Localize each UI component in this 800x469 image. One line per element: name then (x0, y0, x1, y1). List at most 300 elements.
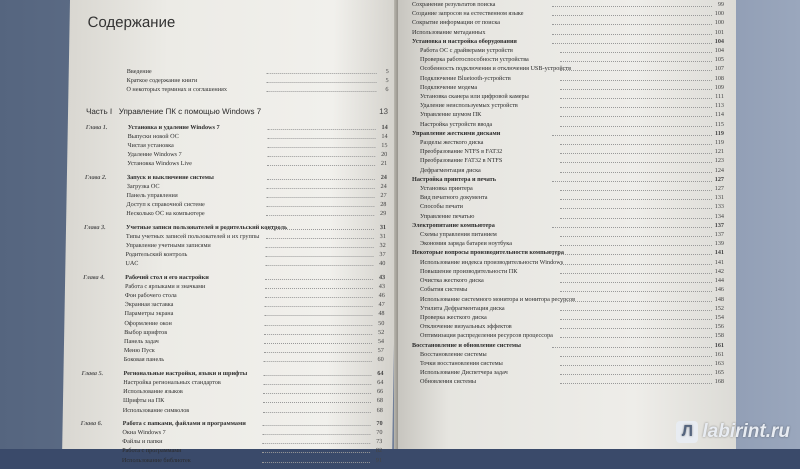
toc-dots (560, 92, 712, 99)
toc-entry-text: Запуск и выключение системы (126, 173, 214, 181)
toc-dots (265, 300, 373, 307)
toc-page-number: 109 (714, 83, 724, 91)
toc-dots (560, 120, 712, 127)
toc-line (412, 202, 728, 211)
toc-line (412, 37, 728, 46)
toc-entry-text: Родительский контроль (125, 251, 188, 259)
toc-page-number: 113 (714, 102, 724, 110)
toc-line (412, 267, 728, 276)
toc-dots (560, 258, 712, 265)
toc-line (412, 258, 728, 267)
toc-line (83, 300, 389, 309)
toc-page-number: 40 (379, 260, 386, 268)
toc-entry-text: Восстановление системы (420, 350, 487, 358)
toc-dots (263, 369, 371, 376)
toc-line (82, 328, 388, 337)
toc-dots (552, 37, 712, 44)
toc-entry-text: Выбор шрифтов (124, 328, 168, 336)
toc-page-number: 50 (378, 319, 385, 327)
toc-dots (560, 350, 712, 357)
toc-line (81, 378, 387, 387)
toc-dots (552, 341, 712, 348)
left-page (62, 0, 400, 464)
toc-entry-text: Преобразование FAT32 в NTFS (420, 157, 503, 165)
toc-line (412, 28, 728, 37)
toc-page-number: 101 (714, 28, 724, 36)
chapter-label: Глава 2. (84, 173, 107, 181)
toc-entry-text: Типы учетных записей пользователей и их группы (125, 232, 260, 240)
toc-page-number: 141 (714, 258, 724, 266)
toc-page-number: 144 (714, 277, 724, 285)
toc-dots (263, 419, 371, 426)
toc-page-number: 99 (717, 1, 724, 8)
toc-dots (262, 446, 370, 453)
toc-line (412, 276, 728, 285)
toc-entry-text: Настройка региональных стандартов (123, 378, 221, 386)
toc-line (412, 120, 728, 129)
toc-entry-text: Использование библиотек (121, 456, 191, 464)
toc-line (84, 232, 390, 241)
part-label: Часть I (85, 106, 113, 116)
toc-dots (267, 76, 377, 83)
toc-line (412, 248, 728, 257)
toc-page-number: 6 (385, 86, 389, 94)
toc-dots (560, 184, 712, 191)
toc-page-number: 146 (714, 286, 724, 294)
toc-dots (560, 46, 712, 53)
toc-dots (266, 223, 374, 230)
toc-dots (552, 0, 712, 7)
toc-page-number: 21 (380, 160, 388, 168)
toc-line (412, 331, 728, 340)
toc-page-number: 124 (714, 166, 724, 174)
toc-page-number: 70 (376, 428, 383, 436)
toc-page-number: 82 (375, 447, 383, 455)
toc-line (85, 141, 391, 150)
toc-entry-text: Особенность подключения и отключения USB-устройств (420, 65, 572, 73)
toc-line (412, 74, 728, 83)
toc-dots (560, 295, 712, 302)
toc-dots (266, 241, 374, 248)
toc-page-number: 165 (714, 369, 724, 377)
toc-page-number: 31 (379, 223, 387, 231)
toc-dots (560, 166, 712, 173)
part-page: 13 (379, 106, 389, 116)
toc-page-number: 137 (714, 221, 724, 229)
toc-entry-text: Рабочий стол и его настройки (125, 273, 209, 281)
part-heading (86, 105, 392, 119)
toc-entry-text: Экранная заставка (124, 301, 174, 309)
toc-page-number: 119 (714, 139, 724, 147)
toc-entry-text: Несколько ОС на компьютере (126, 210, 205, 218)
toc-dots (267, 173, 375, 180)
toc-page-number: 137 (714, 231, 724, 239)
toc-line (412, 304, 728, 313)
toc-entry-text: События системы (420, 286, 468, 294)
toc-page-number: 134 (714, 212, 724, 220)
right-page (398, 0, 736, 449)
toc-page-number: 54 (377, 338, 385, 346)
toc-line (80, 456, 386, 465)
toc-entry-text: Проверка работоспособности устройства (420, 56, 529, 64)
toc-line (85, 159, 391, 168)
toc-line (83, 259, 389, 268)
toc-page-number: 127 (714, 175, 724, 183)
toc-page-number: 24 (380, 173, 387, 181)
toc-line (412, 0, 728, 9)
toc-entry-text: Преобразование NTFS в FAT32 (420, 148, 503, 156)
toc-dots (560, 138, 712, 145)
toc-dots (560, 322, 712, 329)
toc-line (412, 166, 728, 175)
toc-page-number: 156 (714, 323, 724, 331)
toc-entry-text: Обновления системы (420, 378, 477, 386)
toc-entry-text: Управление шумом ПК (420, 111, 482, 119)
watermark-text: labirint.ru (702, 421, 790, 442)
toc-entry-text: Краткое содержание книги (126, 77, 198, 85)
toc-entry-text: Управление жесткими дисками (412, 129, 501, 137)
toc-page-number: 48 (378, 310, 385, 318)
toc-dots (552, 129, 712, 136)
toc-entry-text: Использование языков (123, 388, 183, 396)
toc-entry-text: Удаление неиспользуемых устройств (420, 102, 518, 110)
toc-line (412, 83, 728, 92)
toc-entry-text: Оформление окон (124, 319, 172, 327)
toc-entry-text: Чистая установка (127, 142, 174, 150)
toc-line (412, 212, 728, 221)
toc-entry-text: Окна Windows 7 (122, 428, 166, 436)
toc-entry-text: Использование Диспетчера задач (420, 369, 508, 377)
toc-line (83, 273, 389, 282)
toc-dots (267, 150, 375, 157)
toc-heading: Содержание (87, 14, 176, 31)
toc-page-number: 141 (714, 249, 724, 257)
toc-line (412, 285, 728, 294)
toc-line (83, 250, 389, 259)
toc-dots (560, 101, 712, 108)
toc-dots (560, 331, 712, 338)
chapter-label: Глава 3. (83, 223, 106, 231)
toc-dots (262, 437, 370, 444)
toc-dots (552, 221, 712, 228)
toc-page-number: 68 (376, 406, 383, 414)
toc-page-number: 24 (380, 182, 387, 190)
toc-line (86, 85, 392, 94)
toc-line (412, 101, 728, 110)
toc-line (412, 9, 728, 18)
toc-line (81, 406, 387, 415)
toc-dots (560, 193, 712, 200)
toc-dots (560, 147, 712, 154)
toc-page-number: 47 (378, 301, 385, 309)
toc-entry-text: Панель управления (126, 192, 178, 200)
toc-line (84, 200, 390, 209)
toc-dots (266, 200, 374, 207)
toc-entry-text: Некоторые вопросы производительности компьютера (412, 249, 564, 257)
part-title: Управление ПК с помощью Windows 7 (118, 106, 262, 116)
toc-dots (560, 359, 712, 366)
toc-dots (552, 248, 712, 255)
toc-entry-text: Сокрытие информации от поиска (412, 19, 500, 27)
toc-line (412, 239, 728, 248)
toc-dots (262, 456, 370, 463)
toc-line (412, 55, 728, 64)
right-chapter-list (412, 37, 728, 387)
toc-dots (552, 175, 712, 182)
toc-line (81, 387, 387, 396)
toc-dots (560, 368, 712, 375)
toc-line (86, 123, 392, 132)
toc-dots (267, 141, 375, 148)
toc-page-number: 14 (381, 132, 388, 140)
toc-entry-text: Оптимизация распределения ресурсов процессора (420, 332, 553, 340)
toc-page-number: 5 (385, 77, 389, 85)
toc-line (412, 92, 728, 101)
toc-page-number: 152 (714, 304, 724, 312)
toc-entry-text: Работа с ярлыками и значками (124, 282, 206, 290)
toc-line (412, 147, 728, 156)
toc-dots (266, 85, 376, 92)
watermark (676, 421, 790, 443)
toc-dots (265, 273, 373, 280)
toc-entry-text: Работа с папками, файлами и программами (122, 419, 246, 427)
toc-dots (264, 319, 372, 326)
toc-line (412, 368, 728, 377)
toc-dots (268, 132, 376, 139)
toc-line (86, 132, 392, 141)
right-pre-items (412, 0, 728, 37)
toc-page-number: 154 (714, 313, 724, 321)
toc-entry-text: Управление печатью (420, 212, 475, 220)
toc-line (85, 182, 391, 191)
toc-dots (264, 346, 372, 353)
toc-entry-text: Создание запросов на естественном языке (412, 10, 524, 18)
toc-line (84, 241, 390, 250)
toc-entry-text: Подключение модема (420, 83, 478, 91)
toc-entry-text: Доступ к справочной системе (126, 201, 205, 209)
toc-dots (560, 230, 712, 237)
toc-entry-text: Шрифты на ПК (122, 397, 165, 405)
chapter-gap (80, 465, 386, 469)
toc-entry-text: Региональные настройки, языки и шрифты (123, 369, 248, 377)
toc-dots (267, 182, 375, 189)
toc-dots (264, 328, 372, 335)
toc-entry-text: Использование символов (122, 406, 190, 414)
toc-entry-text: Установка сканера или цифровой камеры (420, 93, 529, 101)
toc-entry-text: Сохранение результатов поиска (412, 1, 496, 8)
toc-dots (267, 159, 375, 166)
toc-dots (560, 276, 712, 283)
toc-dots (263, 387, 371, 394)
toc-dots (552, 9, 712, 16)
toc-entry-text: Установка Windows Live (127, 160, 192, 168)
toc-dots (267, 191, 375, 198)
toc-page-number: 114 (714, 111, 724, 119)
toc-page-number: 104 (714, 47, 724, 55)
toc-dots (560, 55, 712, 62)
toc-page-number: 64 (377, 378, 384, 386)
toc-page-number: 31 (379, 232, 386, 240)
toc-line (81, 369, 387, 378)
toc-entry-text: Выпуски новой ОС (127, 132, 179, 140)
toc-page-number: 142 (714, 267, 724, 275)
toc-page-number: 161 (714, 341, 724, 349)
toc-line (83, 291, 389, 300)
toc-page-number: 15 (381, 142, 388, 150)
toc-entry-text: UAC (125, 260, 139, 268)
labirint-logo-icon: Л (676, 421, 698, 443)
toc-line (412, 322, 728, 331)
toc-page-number: 32 (379, 242, 386, 250)
toc-page-number: 20 (381, 151, 388, 159)
toc-line (412, 184, 728, 193)
chapter-label: Глава 5. (81, 369, 104, 377)
toc-page-number: 123 (714, 157, 724, 165)
toc-line (84, 209, 390, 218)
toc-line (85, 150, 391, 159)
toc-entry-text: Работа с программами (122, 447, 182, 455)
toc-line (412, 350, 728, 359)
toc-page-number: 52 (377, 328, 385, 336)
toc-entry-text: Использование индекса производительности Windows (420, 258, 564, 266)
toc-line (82, 346, 388, 355)
toc-page-number: 5 (385, 68, 389, 75)
intro-list (86, 67, 392, 95)
toc-entry-text: Настройка принтера и печать (412, 175, 496, 183)
toc-entry-text: Проверка жесткого диска (420, 313, 487, 321)
toc-dots (265, 259, 373, 266)
toc-dots (560, 285, 712, 292)
toc-entry-text: Электропитание компьютера (412, 221, 495, 229)
toc-entry-text: Дефрагментация диска (420, 166, 481, 174)
toc-line (82, 319, 388, 328)
toc-dots (265, 291, 373, 298)
toc-entry-text: Схемы управления питанием (420, 231, 497, 239)
toc-entry-text: Разделы жесткого диска (420, 139, 484, 147)
toc-line (82, 355, 388, 364)
toc-dots (560, 74, 712, 81)
toc-line (412, 64, 728, 73)
toc-entry-text: Учетные записи пользователей и родительский контроль (125, 223, 288, 231)
toc-dots (560, 202, 712, 209)
toc-line (84, 223, 390, 232)
toc-page-number: 107 (714, 65, 724, 73)
toc-page-number: 60 (377, 356, 384, 364)
toc-dots (268, 123, 376, 130)
toc-entry-text: Вид печатного документа (420, 194, 488, 202)
toc-dots (560, 239, 712, 246)
toc-entry-text: Установка и настройка оборудования (412, 37, 517, 45)
toc-page-number: 66 (376, 388, 384, 396)
toc-line (412, 359, 728, 368)
toc-dots (560, 64, 712, 71)
toc-entry-text: Использование метаданных (412, 28, 486, 36)
toc-dots (560, 267, 712, 274)
toc-page-number: 148 (714, 295, 724, 303)
toc-page-number: 127 (714, 185, 724, 193)
toc-page-number: 163 (714, 359, 724, 367)
toc-line (412, 110, 728, 119)
toc-page-number: 29 (380, 210, 387, 218)
toc-entry-text: Подключение Bluetooth-устройств (420, 74, 511, 82)
toc-page-number: 70 (376, 419, 383, 427)
toc-page-number: 115 (714, 120, 724, 128)
toc-page-number: 121 (714, 148, 724, 156)
toc-page-number: 91 (375, 456, 383, 464)
toc-dots (264, 309, 372, 316)
toc-entry-text: Фон рабочего стола (124, 292, 177, 300)
toc-entry-text: Параметры экрана (124, 310, 174, 318)
toc-page-number: 105 (714, 56, 724, 64)
toc-entry-text: Файлы и папки (122, 438, 163, 446)
toc-entry-text: Введение (126, 68, 152, 75)
toc-dots (560, 110, 712, 117)
toc-line (80, 446, 386, 455)
toc-page-number: 158 (714, 332, 724, 340)
toc-line (412, 46, 728, 55)
toc-page-number: 28 (380, 201, 387, 209)
toc-line (412, 129, 728, 138)
toc-dots (560, 212, 712, 219)
toc-line (412, 295, 728, 304)
toc-line (87, 67, 393, 76)
toc-dots (266, 250, 374, 257)
toc-line (81, 396, 387, 405)
toc-page-number: 37 (379, 251, 386, 259)
toc-dots (267, 67, 377, 74)
toc-dots (265, 282, 373, 289)
toc-dots (266, 209, 374, 216)
toc-page-number: 104 (714, 37, 724, 45)
toc-line (82, 337, 388, 346)
toc-line (412, 230, 728, 239)
toc-line (412, 193, 728, 202)
toc-page-number: 57 (377, 347, 384, 355)
toc-entry-text: Способы печати (420, 203, 463, 211)
toc-entry-text: Точки восстановления системы (420, 359, 503, 367)
toc-entry-text: Установка и удаление Windows 7 (127, 123, 220, 131)
toc-line (412, 18, 728, 27)
toc-dots (264, 337, 372, 344)
toc-line (412, 341, 728, 350)
toc-entry-text: Очистка жесткого диска (420, 277, 484, 285)
toc-entry-text: Установка принтера (420, 185, 473, 193)
toc-dots (264, 355, 372, 362)
toc-entry-text: Повышение производительности ПК (420, 267, 518, 275)
toc-page-number: 168 (714, 378, 724, 386)
toc-dots (552, 18, 712, 25)
toc-page-number: 119 (715, 129, 724, 137)
toc-dots (263, 396, 371, 403)
toc-line (412, 175, 728, 184)
toc-line (412, 377, 728, 386)
toc-dots (263, 406, 371, 413)
toc-line (82, 309, 388, 318)
toc-line (87, 76, 393, 85)
toc-line (80, 437, 386, 446)
left-chapter-list (80, 123, 392, 469)
toc-entry-text: Настройка устройств ввода (420, 120, 493, 128)
toc-line (412, 156, 728, 165)
chapter-label: Глава 1. (85, 123, 108, 131)
toc-entry-text: Загрузка ОС (126, 182, 160, 190)
toc-dots (560, 304, 712, 311)
toc-dots (560, 377, 712, 384)
toc-dots (266, 232, 374, 239)
toc-dots (263, 378, 371, 385)
toc-entry-text: Боковая панель (123, 356, 165, 364)
toc-page-number: 27 (380, 192, 387, 200)
